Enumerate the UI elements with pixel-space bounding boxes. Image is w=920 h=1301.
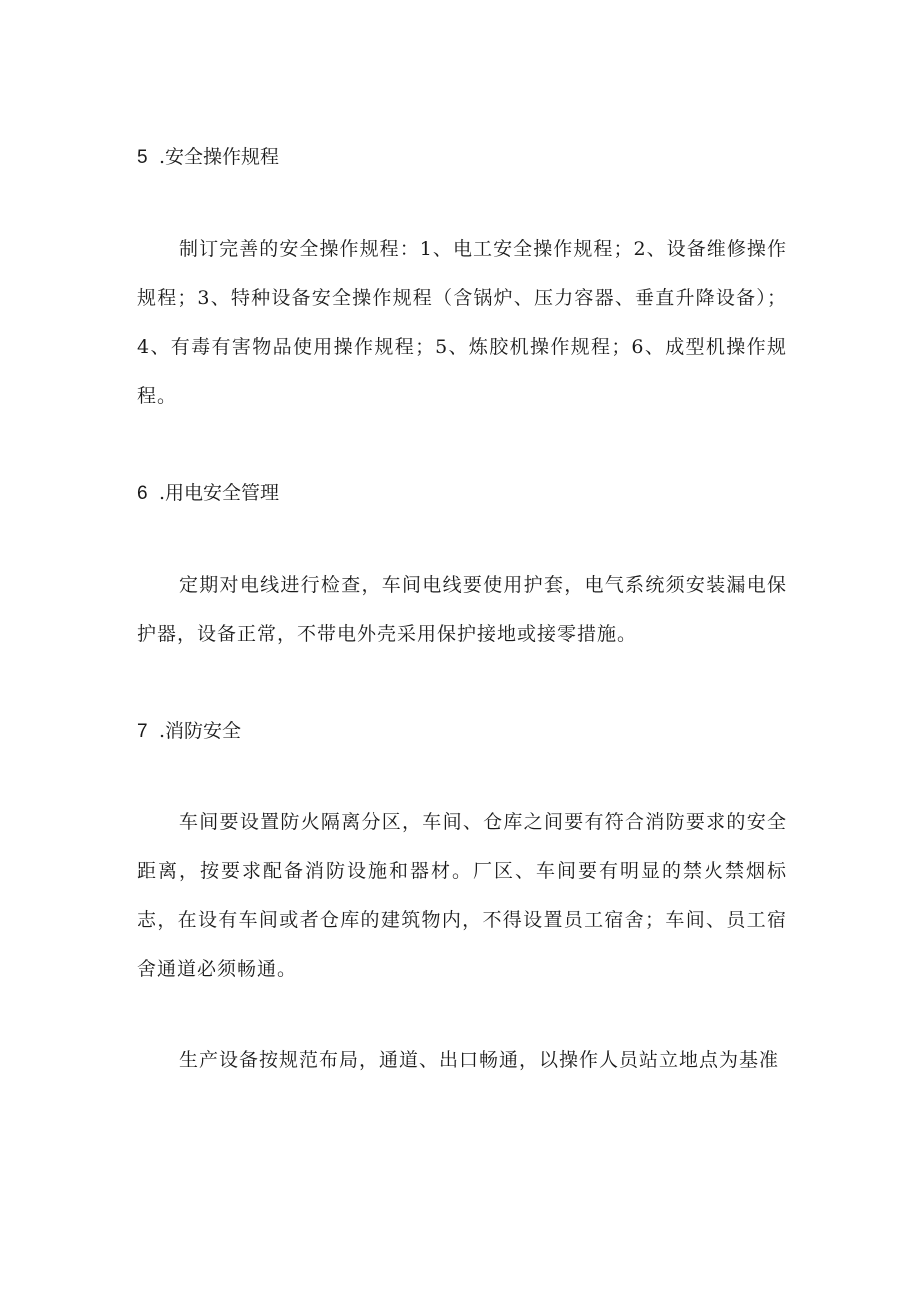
section-heading-7	[137, 719, 241, 744]
section-paragraph: 定期对电线进行检查，车间电线要使用护套，电气系统须安装漏电保护器，设备正常，不带电外壳采用保护接地或接零措施。	[137, 574, 787, 645]
section-number: 6	[137, 483, 148, 504]
section-title: .消防安全	[159, 720, 242, 742]
section-title: .安全操作规程	[159, 146, 280, 168]
section-paragraph: 生产设备按规范布局，通道、出口畅通，以操作人员站立地点为基准	[179, 1049, 780, 1071]
section-title: .用电安全管理	[159, 482, 280, 504]
section-heading-5	[137, 145, 279, 170]
section-paragraph: 车间要设置防火隔离分区，车间、仓库之间要有符合消防要求的安全距离，按要求配备消防设施和器材。厂区、车间要有明显的禁火禁烟标志，在设有车间或者仓库的建筑物内，不得设置员工宿舍；车间、员工宿舍通道必须畅通。	[137, 811, 787, 980]
section-paragraph: 制订完善的安全操作规程：1、电工安全操作规程；2、设备维修操作规程；3、特种设备安全操作规程（含锅炉、压力容器、垂直升降设备）；4、有毒有害物品使用操作规程；5、炼胶机操作规程；6、成型机操作规程。	[137, 238, 787, 407]
section-number: 7	[137, 721, 148, 742]
section-heading-6	[137, 481, 279, 506]
section-number: 5	[137, 147, 148, 168]
